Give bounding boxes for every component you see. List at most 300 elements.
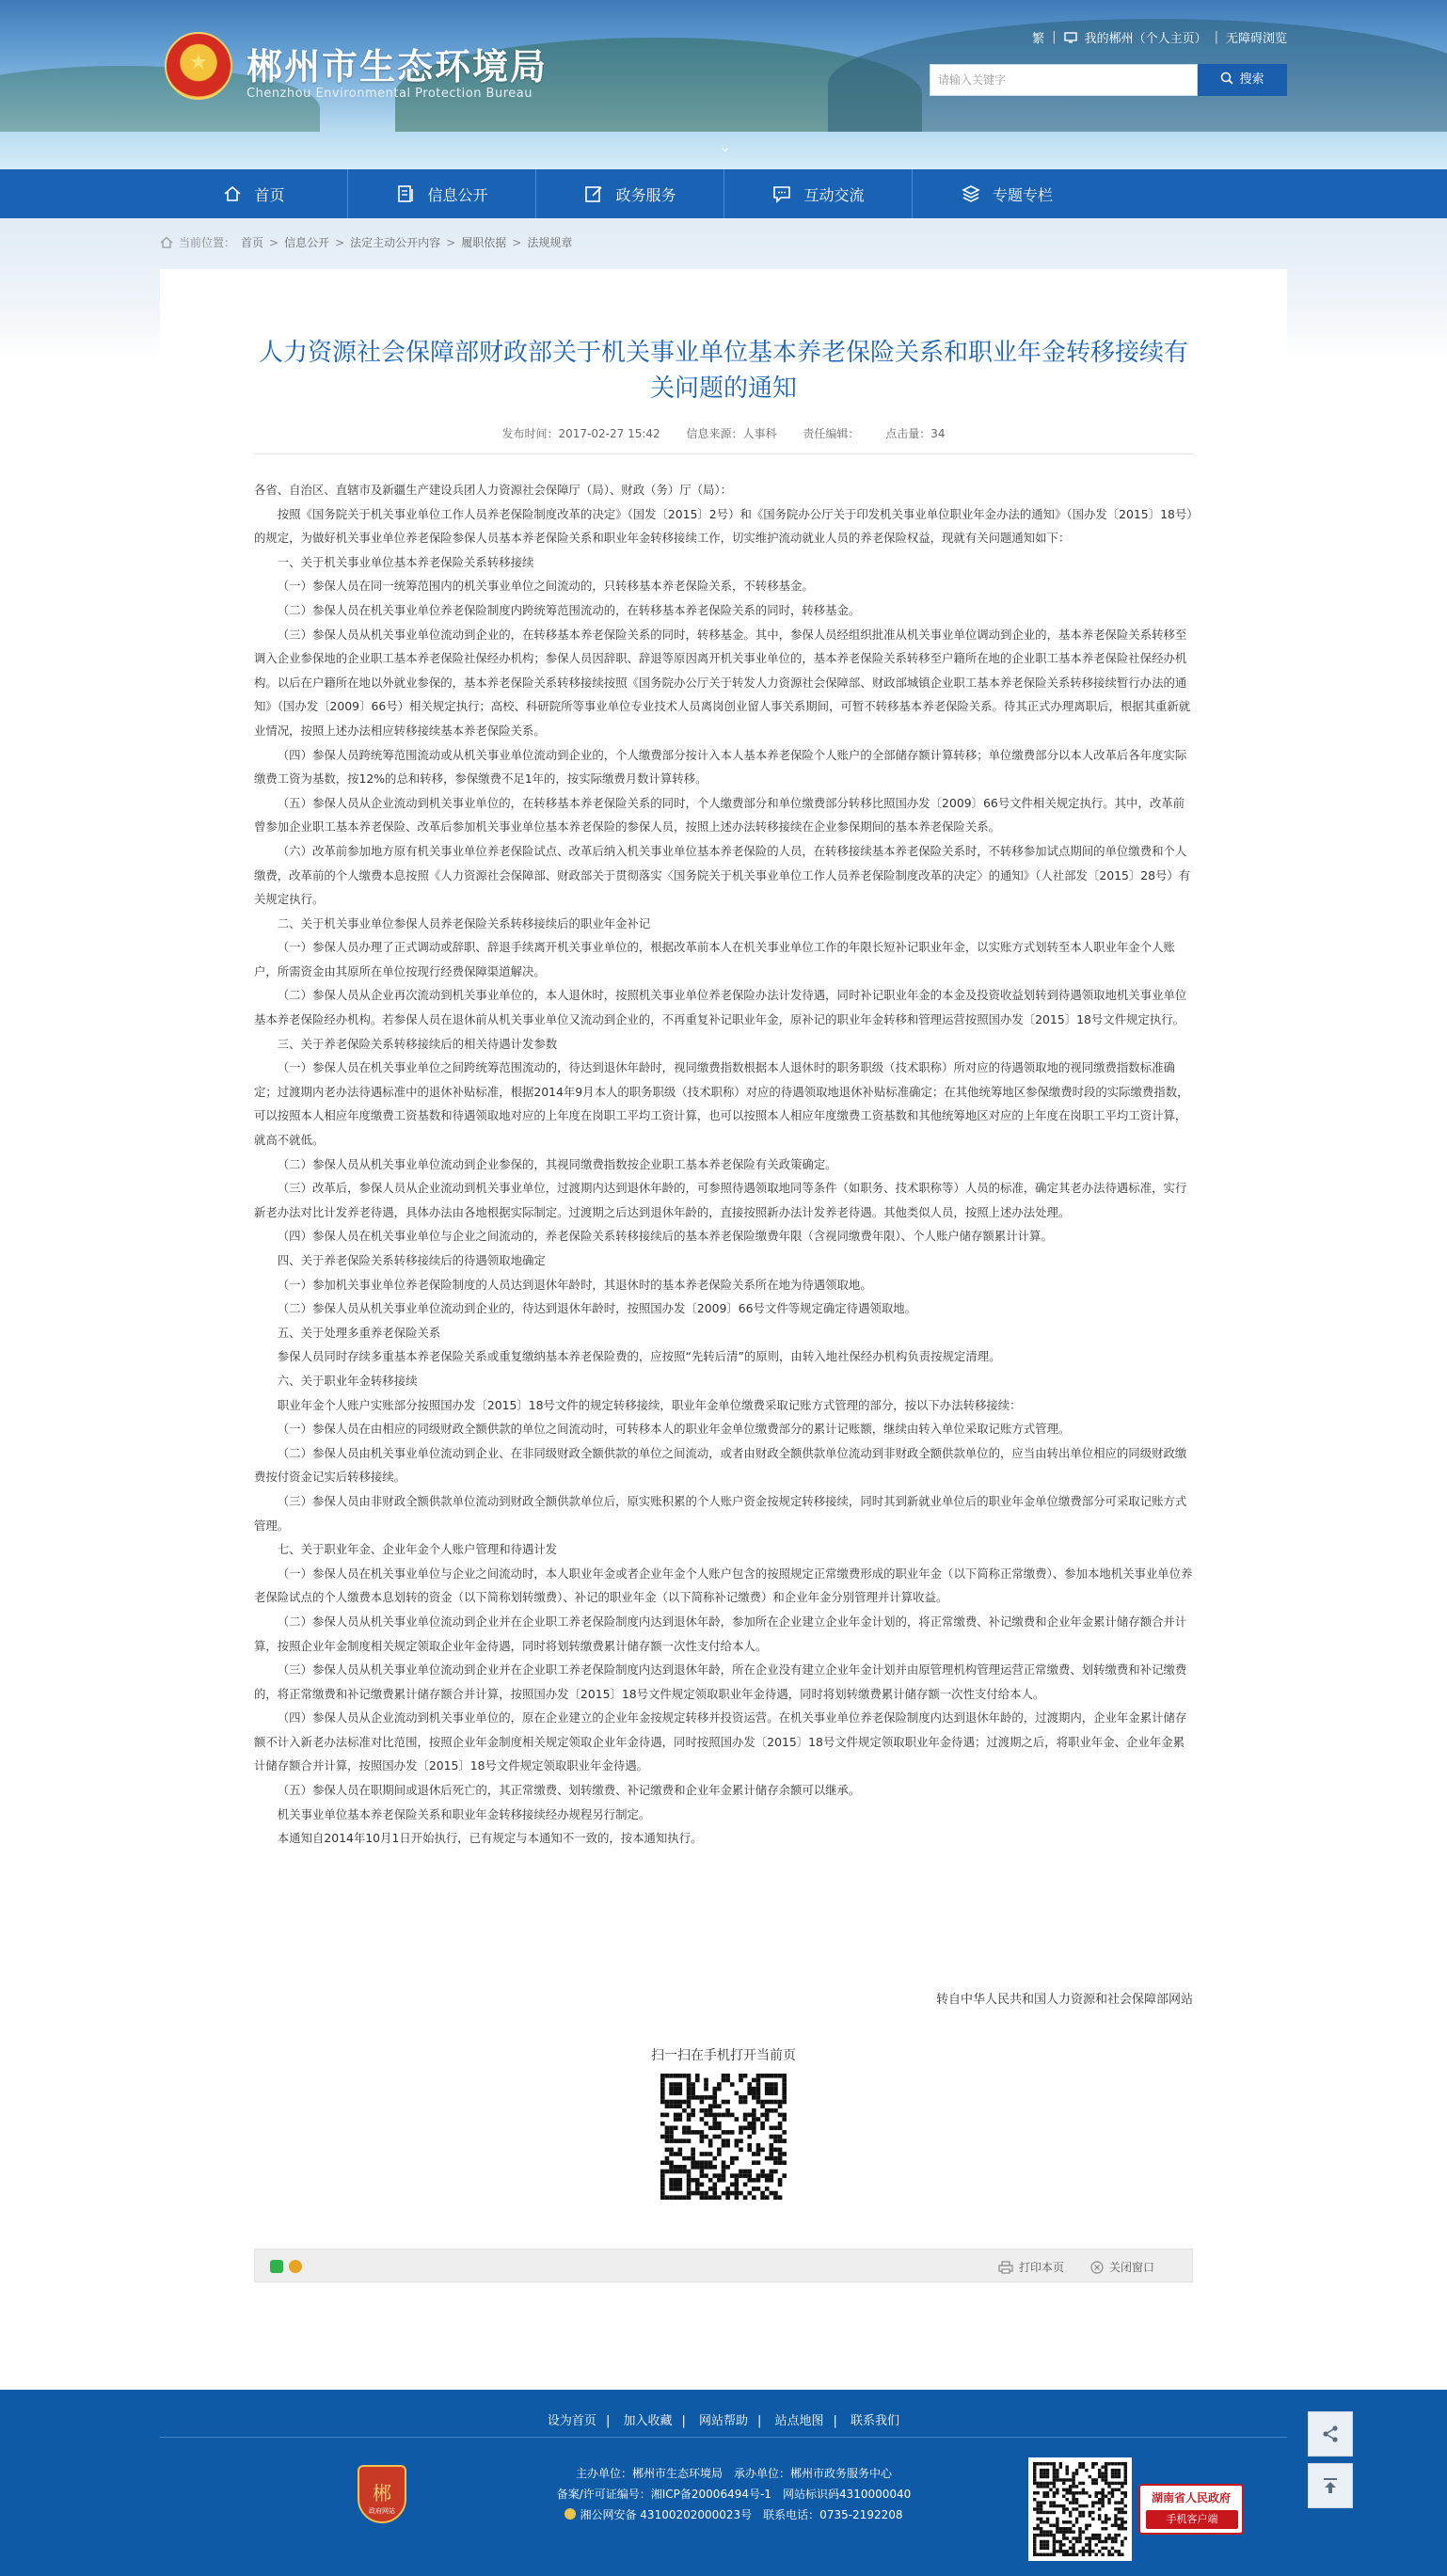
qr-module — [1091, 2501, 1094, 2504]
qr-module — [1062, 2482, 1065, 2485]
qr-module — [1072, 2543, 1074, 2546]
qr-module — [677, 2148, 682, 2153]
qr-module — [1091, 2518, 1094, 2520]
hunan-gov-app-badge[interactable] — [1138, 2484, 1244, 2535]
qr-module — [773, 2148, 778, 2153]
qr-module — [1101, 2504, 1104, 2507]
qr-module — [687, 2078, 692, 2083]
back-to-top-button[interactable] — [1308, 2463, 1353, 2508]
breadcrumb-separator: > — [512, 235, 522, 249]
qr-module — [1121, 2520, 1123, 2523]
qr-module — [1065, 2465, 1068, 2468]
qr-module — [722, 2078, 726, 2083]
qr-module — [687, 2186, 692, 2191]
footer-link-homepage[interactable]: 设为首页 — [547, 2414, 596, 2428]
qr-code-image — [1033, 2462, 1127, 2556]
nav-item-special-topics[interactable] — [913, 169, 1101, 218]
qr-module — [1040, 2507, 1042, 2510]
qr-module — [773, 2135, 778, 2139]
breadcrumb-item[interactable]: 信息公开 — [284, 236, 330, 249]
qr-module — [1107, 2518, 1110, 2520]
article-paragraph: 参保人员同时存续多重基本养老保险关系或重复缴纳基本养老保险费的，应按照“先转后清”的原则，由转入地社保经办机构负责按规定清理。 — [277, 1349, 1001, 1364]
qr-module — [1121, 2540, 1123, 2543]
qr-module — [1053, 2469, 1056, 2472]
qr-module — [708, 2108, 713, 2113]
qr-module — [725, 2100, 730, 2105]
qr-module — [735, 2173, 739, 2178]
qr-module — [669, 2130, 674, 2135]
qr-module — [1101, 2491, 1104, 2494]
qr-module — [669, 2087, 674, 2091]
qr-module — [1069, 2491, 1072, 2494]
qr-module — [725, 2191, 730, 2196]
qr-module — [660, 2178, 665, 2183]
qr-module — [1062, 2553, 1065, 2556]
qr-module — [756, 2143, 761, 2148]
qr-module — [674, 2113, 678, 2118]
qr-module — [778, 2104, 783, 2108]
qr-module — [778, 2135, 783, 2139]
qr-module — [760, 2173, 765, 2178]
qr-module — [1046, 2547, 1049, 2550]
qr-module — [1089, 2550, 1091, 2552]
nav-item-home[interactable] — [160, 169, 348, 218]
qr-module — [677, 2183, 682, 2187]
qr-module — [1101, 2475, 1104, 2478]
qr-module — [1075, 2520, 1078, 2523]
qr-module — [695, 2160, 700, 2165]
qr-module — [770, 2156, 774, 2161]
qr-module — [691, 2082, 695, 2087]
qr-module — [770, 2087, 774, 2091]
print-button[interactable] — [998, 2259, 1064, 2275]
qr-module — [782, 2087, 787, 2091]
qr-module — [770, 2178, 774, 2183]
qr-module — [687, 2104, 692, 2108]
qr-module — [1121, 2482, 1123, 2485]
breadcrumb-separator: > — [269, 235, 279, 249]
qr-module — [1101, 2553, 1104, 2556]
qr-module — [1082, 2514, 1085, 2517]
breadcrumb-item[interactable]: 履职依据 — [461, 236, 507, 249]
qr-module — [1046, 2472, 1049, 2474]
nav-item-info-open[interactable] — [348, 169, 536, 218]
qr-module — [752, 2108, 756, 2113]
qr-module — [760, 2191, 765, 2196]
qr-module — [1072, 2475, 1074, 2478]
qr-module — [1036, 2507, 1039, 2510]
site-footer — [0, 2390, 1447, 2576]
footer-link-contact[interactable]: 联系我们 — [851, 2414, 900, 2428]
footer-police-text: 湘公网安备 43100202000023号 联系电话：0735-2192208 — [580, 2508, 903, 2521]
qr-module — [730, 2156, 735, 2161]
qr-module — [735, 2191, 739, 2196]
qr-module — [1042, 2543, 1045, 2546]
qr-module — [717, 2195, 722, 2200]
qr-module — [1040, 2527, 1042, 2530]
qr-module — [739, 2139, 743, 2143]
qr-module — [1101, 2547, 1104, 2550]
police-badge-icon — [564, 2508, 576, 2520]
qr-module — [1124, 2491, 1127, 2494]
qr-module — [770, 2148, 774, 2153]
qr-module — [1075, 2518, 1078, 2520]
qr-module — [1049, 2530, 1052, 2533]
article-paragraph: （三）改革后，参保人员从企业流动到机关事业单位，过渡期内达到退休年龄的，可参照待遇领取地同等条件（如职务、技术职称等）人员的标准，确定其老办法待遇标准，实行新老办法对比计发养老待遇，具体办法由各地根据实际制定。过渡期之后达到退休年龄的，直接按照新办法计发养老待遇。其他类似人员，按照上述办法处理。 — [254, 1181, 1187, 1219]
qr-module — [1105, 2465, 1107, 2468]
qr-module — [712, 2113, 717, 2118]
qr-module — [752, 2160, 756, 2165]
qr-module — [722, 2130, 726, 2135]
qr-module — [665, 2113, 670, 2118]
qr-module — [1124, 2478, 1127, 2481]
qr-module — [674, 2074, 678, 2078]
qr-module — [687, 2091, 692, 2095]
qr-module — [717, 2148, 722, 2153]
qr-module — [1040, 2540, 1042, 2543]
qr-module — [773, 2082, 778, 2087]
qr-module — [1040, 2553, 1042, 2556]
qr-module — [660, 2183, 665, 2187]
nav-item-label: 首页 — [254, 185, 285, 204]
qr-module — [1101, 2494, 1104, 2497]
qr-module — [1107, 2498, 1110, 2501]
qr-module — [1078, 2550, 1081, 2552]
qr-module — [1089, 2475, 1091, 2478]
qr-module — [669, 2160, 674, 2165]
qr-module — [1114, 2524, 1117, 2527]
qr-module — [682, 2108, 687, 2113]
article-paragraph: 本通知自2014年10月1日开始执行，已有规定与本通知不一致的，按本通知执行。 — [277, 1831, 703, 1846]
qr-module — [669, 2195, 674, 2200]
qr-module — [1089, 2524, 1091, 2527]
footer-qr-code — [1028, 2457, 1132, 2561]
qr-module — [1078, 2511, 1081, 2514]
qr-module — [674, 2195, 678, 2200]
qr-module — [1101, 2472, 1104, 2474]
qr-module — [700, 2165, 705, 2170]
search-button-label: 搜索 — [1239, 72, 1264, 87]
qr-module — [756, 2173, 761, 2178]
qr-module — [1053, 2462, 1056, 2465]
qr-module — [1072, 2494, 1074, 2497]
qr-module — [1091, 2536, 1094, 2539]
printer-icon — [998, 2261, 1013, 2274]
breadcrumb-item[interactable]: 法规规章 — [527, 236, 573, 249]
qr-module — [674, 2091, 678, 2095]
qr-module — [1056, 2475, 1058, 2478]
close-icon — [1090, 2261, 1104, 2274]
qr-module — [1056, 2478, 1058, 2481]
qr-module — [722, 2074, 726, 2078]
article-container — [160, 269, 1287, 2292]
qr-module — [725, 2139, 730, 2143]
site-title[interactable]: 郴州市生态环境局 — [246, 45, 549, 87]
qr-module — [773, 2108, 778, 2113]
qr-module — [1059, 2547, 1062, 2550]
qr-module — [687, 2095, 692, 2100]
qr-module — [1111, 2494, 1114, 2497]
qr-module — [1105, 2527, 1107, 2530]
qr-module — [1089, 2553, 1091, 2556]
qr-module — [1078, 2534, 1081, 2536]
qr-module — [1091, 2478, 1094, 2481]
qr-module — [782, 2139, 787, 2143]
qr-module — [708, 2143, 713, 2148]
qr-module — [1065, 2469, 1068, 2472]
qr-module — [665, 2170, 670, 2174]
qr-module — [1033, 2491, 1036, 2494]
qr-module — [739, 2148, 743, 2153]
qr-module — [1075, 2469, 1078, 2472]
gov-badge-subtitle: 手机客户端 — [1146, 2510, 1238, 2529]
qr-module — [730, 2130, 735, 2135]
qr-module — [674, 2104, 678, 2108]
qr-module — [782, 2113, 787, 2118]
qr-module — [700, 2130, 705, 2135]
weibo-share-icon[interactable] — [289, 2260, 302, 2273]
qr-module — [765, 2082, 770, 2087]
share-float-button[interactable] — [1308, 2411, 1353, 2457]
qr-module — [722, 2139, 726, 2143]
qr-module — [691, 2160, 695, 2165]
qr-module — [1091, 2482, 1094, 2485]
qr-module — [1036, 2482, 1039, 2485]
qr-module — [700, 2173, 705, 2178]
qr-module — [1036, 2527, 1039, 2530]
footer-link-sitemap[interactable]: 站点地图 — [774, 2414, 824, 2428]
breadcrumb-prefix: 当前位置： — [179, 236, 236, 249]
qr-module — [743, 2074, 748, 2078]
home-icon — [160, 236, 173, 248]
qr-module — [1089, 2511, 1091, 2514]
qr-module — [743, 2183, 748, 2187]
qr-module — [1098, 2501, 1101, 2504]
qr-module — [682, 2130, 687, 2135]
qr-module — [660, 2078, 665, 2083]
qr-module — [1056, 2469, 1058, 2472]
qr-module — [765, 2074, 770, 2078]
qr-module — [1121, 2524, 1123, 2527]
traditional-chinese-link[interactable]: 繁 — [1032, 32, 1045, 46]
my-chenzhou-link[interactable]: 我的郴州（个人主页） — [1084, 32, 1207, 46]
qr-module — [1056, 2472, 1058, 2474]
qr-module — [760, 2125, 765, 2130]
qr-module — [708, 2113, 713, 2118]
qr-module — [704, 2095, 708, 2100]
qr-module — [717, 2087, 722, 2091]
qr-module — [704, 2113, 708, 2118]
qr-module — [669, 2082, 674, 2087]
qr-module — [1042, 2534, 1045, 2536]
qr-module — [712, 2100, 717, 2105]
qr-module — [677, 2152, 682, 2156]
qr-module — [1069, 2520, 1072, 2523]
qr-module — [1082, 2550, 1085, 2552]
search-input[interactable]: 请输入关键字 — [930, 64, 1198, 96]
qr-module — [725, 2195, 730, 2200]
qr-module — [700, 2117, 705, 2122]
qr-module — [1114, 2520, 1117, 2523]
qr-module — [1107, 2536, 1110, 2539]
qr-module — [1118, 2462, 1121, 2465]
qr-module — [1118, 2501, 1121, 2504]
qr-module — [712, 2195, 717, 2200]
qr-module — [782, 2130, 787, 2135]
info-source: 信息来源：人事科 — [686, 427, 777, 440]
qr-module — [669, 2074, 674, 2078]
qr-module — [1059, 2465, 1062, 2468]
accessibility-link[interactable]: 无障碍浏览 — [1225, 32, 1287, 46]
qr-module — [1089, 2547, 1091, 2550]
qr-module — [778, 2113, 783, 2118]
qr-module — [722, 2143, 726, 2148]
qr-module — [700, 2100, 705, 2105]
qr-module — [773, 2160, 778, 2165]
qr-module — [747, 2122, 752, 2126]
qr-module — [1040, 2543, 1042, 2546]
qr-module — [1105, 2494, 1107, 2497]
qr-module — [1059, 2504, 1062, 2507]
qr-module — [669, 2178, 674, 2183]
qr-module — [778, 2160, 783, 2165]
qr-module — [1095, 2501, 1098, 2504]
qr-module — [1065, 2498, 1068, 2501]
qr-module — [770, 2100, 774, 2105]
article-meta — [254, 425, 1193, 441]
article-paragraph: 一、关于机关事业单位基本养老保险关系转移接续 — [277, 554, 534, 569]
qr-module — [1053, 2472, 1056, 2474]
qr-module — [722, 2178, 726, 2183]
qr-module — [1098, 2498, 1101, 2501]
qr-module — [1098, 2550, 1101, 2552]
qr-module — [1036, 2518, 1039, 2520]
qr-module — [778, 2156, 783, 2161]
qr-module — [704, 2152, 708, 2156]
qr-module — [674, 2183, 678, 2187]
print-label: 打印本页 — [1019, 2261, 1065, 2274]
qr-module — [1082, 2553, 1085, 2556]
qr-module — [682, 2195, 687, 2200]
qr-module — [1069, 2478, 1072, 2481]
divider — [254, 453, 1193, 454]
qr-module — [1072, 2482, 1074, 2485]
info-open-icon — [395, 183, 416, 204]
qr-module — [712, 2095, 717, 2100]
article-paragraph: 三、关于养老保险关系转移接续后的相关待遇计发参数 — [277, 1036, 558, 1051]
footer-link-favorite[interactable]: 加入收藏 — [623, 2414, 673, 2428]
qr-module — [1075, 2472, 1078, 2474]
qr-module — [1118, 2507, 1121, 2510]
qr-module — [1105, 2547, 1107, 2550]
qr-module — [1042, 2530, 1045, 2533]
qr-module — [677, 2074, 682, 2078]
qr-module — [665, 2148, 670, 2153]
qr-module — [682, 2100, 687, 2105]
qr-module — [712, 2165, 717, 2170]
qr-module — [1033, 2553, 1036, 2556]
qr-module — [1075, 2507, 1078, 2510]
qr-module — [1107, 2553, 1110, 2556]
qr-module — [674, 2139, 678, 2143]
qr-module — [1082, 2489, 1085, 2491]
qr-module — [1040, 2511, 1042, 2514]
qr-module — [665, 2100, 670, 2105]
qr-module — [1069, 2514, 1072, 2517]
article-paragraph: （一）参加机关事业单位养老保险制度的人员达到退休年龄时，其退休时的基本养老保险关系所在地为待遇领取地。 — [277, 1277, 872, 1292]
nav-item-interaction[interactable] — [724, 169, 913, 218]
qr-module — [760, 2104, 765, 2108]
article-toolbar — [254, 2249, 1193, 2282]
qr-module — [1033, 2472, 1036, 2474]
qr-module — [1072, 2485, 1074, 2488]
qr-module — [708, 2125, 713, 2130]
footer-link-help[interactable]: 网站帮助 — [698, 2414, 748, 2428]
qr-module — [756, 2148, 761, 2153]
qr-module — [1118, 2511, 1121, 2514]
nav-item-services[interactable] — [536, 169, 724, 218]
breadcrumb-item[interactable]: 法定主动公开内容 — [350, 236, 441, 249]
qr-module — [1105, 2469, 1107, 2472]
qr-module — [660, 2095, 665, 2100]
qr-module — [1085, 2504, 1088, 2507]
qr-module — [735, 2143, 739, 2148]
qr-module — [1124, 2462, 1127, 2465]
qr-module — [1040, 2530, 1042, 2533]
qr-module — [695, 2165, 700, 2170]
qr-module — [743, 2100, 748, 2105]
qr-module — [1078, 2530, 1081, 2533]
search-button[interactable] — [1198, 64, 1287, 96]
qr-module — [1118, 2550, 1121, 2552]
qr-module — [1078, 2540, 1081, 2543]
wechat-share-icon[interactable] — [270, 2260, 283, 2273]
qr-module — [1046, 2491, 1049, 2494]
qr-module — [1065, 2527, 1068, 2530]
qr-module — [1105, 2472, 1107, 2474]
qr-module — [1056, 2527, 1058, 2530]
qr-module — [677, 2087, 682, 2091]
qr-module — [691, 2178, 695, 2183]
qr-module — [687, 2173, 692, 2178]
qr-module — [687, 2125, 692, 2130]
qr-module — [704, 2165, 708, 2170]
article-body — [254, 478, 1193, 1851]
qr-module — [1046, 2462, 1049, 2465]
qr-module — [765, 2108, 770, 2113]
breadcrumb-item[interactable]: 首页 — [241, 236, 264, 249]
footer-links: 设为首页 | 加入收藏 | 网站帮助 | 站点地图 | 联系我们 — [547, 2414, 900, 2428]
article-paragraph: 四、关于养老保险关系转移接续后的待遇领取地确定 — [277, 1253, 546, 1267]
gov-website-emblem-icon[interactable]: 郴 政府网站 — [358, 2465, 406, 2523]
chevron-down-icon: ⌄ — [719, 137, 732, 155]
close-window-button[interactable] — [1090, 2259, 1154, 2275]
qr-module — [1056, 2520, 1058, 2523]
qr-module — [725, 2078, 730, 2083]
qr-module — [1085, 2491, 1088, 2494]
qr-module — [1114, 2482, 1117, 2485]
article-paragraph: （四）参保人员在机关事业单位与企业之间流动的，养老保险关系转移接续后的基本养老保险缴费年限（含视同缴费年限）、个人账户储存额累计计算。 — [277, 1229, 1053, 1244]
qr-module — [773, 2125, 778, 2130]
qr-module — [739, 2095, 743, 2100]
qr-module — [1085, 2543, 1088, 2546]
qr-module — [730, 2113, 735, 2118]
qr-module — [677, 2195, 682, 2200]
qr-module — [735, 2186, 739, 2191]
qr-module — [1089, 2543, 1091, 2546]
qr-module — [1033, 2540, 1036, 2543]
qr-module — [1121, 2511, 1123, 2514]
